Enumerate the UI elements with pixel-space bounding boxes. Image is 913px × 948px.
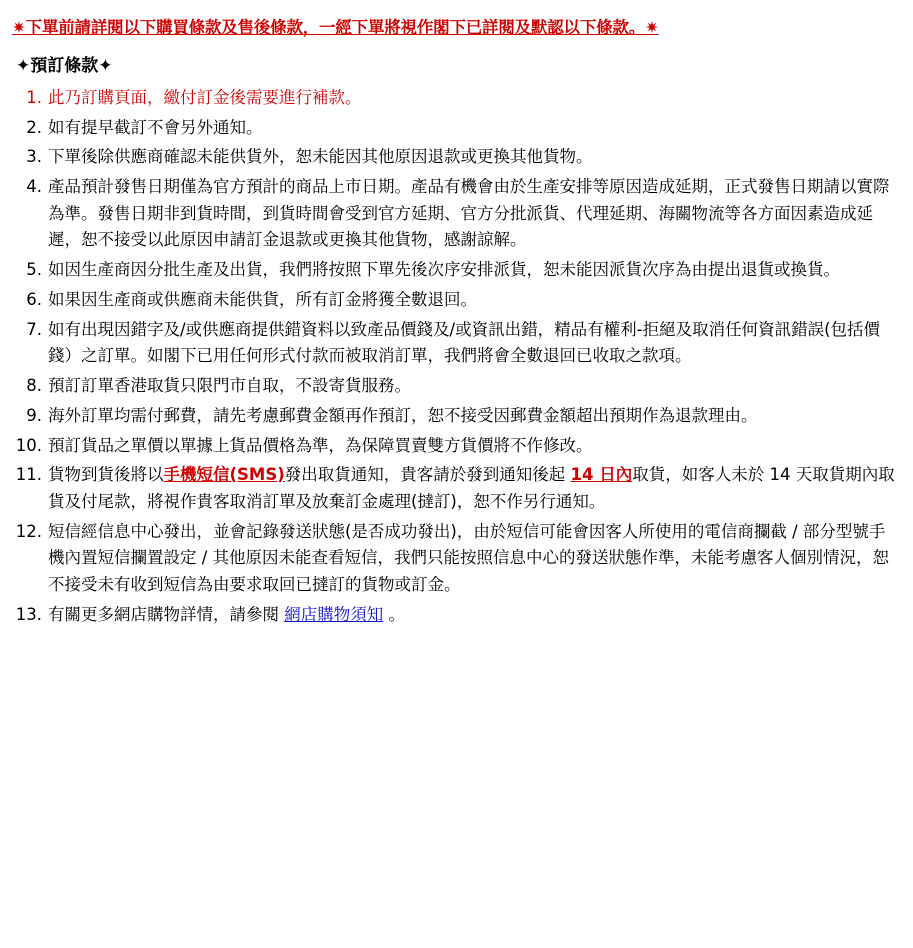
list-item — [12, 317, 901, 370]
list-item — [12, 519, 901, 599]
list-item — [12, 373, 901, 400]
term-text-part: 發出取貨通知，貴客請於發到通知後起 — [284, 465, 571, 485]
term-text: 短信經信息中心發出，並會記錄發送狀態(是否成功發出)，由於短信可能會因客人所使用的電信商攔截 / 部分型號手機內置短信攔置設定 / 其他原因未能查看短信，我們只能按照信息中心的發送狀態作準，未能考慮客人個別情況，恕不接受未有收到短信為由要求取回已撻訂的貨物或訂金。 — [48, 521, 890, 595]
top-warning-banner — [12, 16, 901, 39]
term-text: 海外訂單均需付郵費，請先考慮郵費金額再作預訂，恕不接受因郵費金額超出預期作為退款理由。 — [48, 405, 758, 425]
term-text: 產品預計發售日期僅為官方預計的商品上市日期。產品有機會由於生產安排等原因造成延期，正式發售日期請以實際為準。發售日期非到貨時間，到貨時間會受到官方延期、官方分批派貨、代理延期、海關物流等各方面因素造成延遲，恕不接受以此原因申請訂金退款或更換其他貨物，感謝諒解。 — [48, 177, 890, 250]
list-item — [12, 257, 901, 284]
list-item — [12, 287, 901, 314]
term-text: 如因生產商因分批生產及出貨，我們將按照下單先後次序安排派貨，恕未能因派貨次序為由提出退貨或換貨。 — [48, 260, 840, 280]
shop-guide-link[interactable]: 網店購物須知 — [284, 604, 384, 624]
pickup-period-highlight: 14 日內 — [570, 465, 633, 485]
term-text-part: 。 — [383, 604, 405, 624]
term-text-part: 有關更多網店購物詳情，請參閱 — [48, 604, 285, 624]
list-item — [12, 462, 901, 515]
list-item — [12, 85, 901, 112]
star-icon-right: ✷ — [645, 18, 659, 37]
list-item — [12, 115, 901, 142]
sms-highlight: 手機短信(SMS) — [163, 465, 285, 485]
banner-text: 下單前請詳閱以下購買條款及售後條款，一經下單將視作閣下已詳閱及默認以下條款。 — [25, 18, 646, 37]
list-item — [12, 174, 901, 254]
list-item — [12, 433, 901, 460]
term-text: 如果因生產商或供應商未能供貨，所有訂金將獲全數退回。 — [48, 289, 477, 309]
term-text: 如有出現因錯字及/或供應商提供錯資料以致產品價錢及/或資訊出錯，精品有權利-拒絕及取消任何資訊錯誤(包括價錢）之訂單。如閣下已用任何形式付款而被取消訂單，我們將會全數退回已收取之款項。 — [48, 319, 881, 366]
list-item — [12, 403, 901, 430]
term-text: 預訂訂單香港取貨只限門市自取，不設寄貨服務。 — [48, 376, 411, 396]
terms-list — [12, 85, 901, 629]
term-text-part: 取貨，如客人未於 14 天取貨期內取貨及付尾款，將視作貴客取消訂單及放棄訂金處理(撻訂)，恕不作另行通知。 — [48, 465, 895, 511]
star-icon-left: ✷ — [12, 18, 26, 37]
term-text: 如有提早截訂不會另外通知。 — [48, 117, 263, 137]
list-item — [12, 144, 901, 171]
term-text-part: 貨物到貨後將以 — [48, 465, 164, 485]
term-text: 預訂貨品之單價以單據上貨品價格為準，為保障買賣雙方貨價將不作修改。 — [48, 435, 593, 455]
section-title: ✦預訂條款✦ — [16, 56, 113, 77]
list-item — [12, 602, 901, 629]
term-text: 此乃訂購頁面，繳付訂金後需要進行補款。 — [48, 87, 362, 107]
term-text: 下單後除供應商確認未能供貨外，恕未能因其他原因退款或更換其他貨物。 — [48, 147, 593, 167]
